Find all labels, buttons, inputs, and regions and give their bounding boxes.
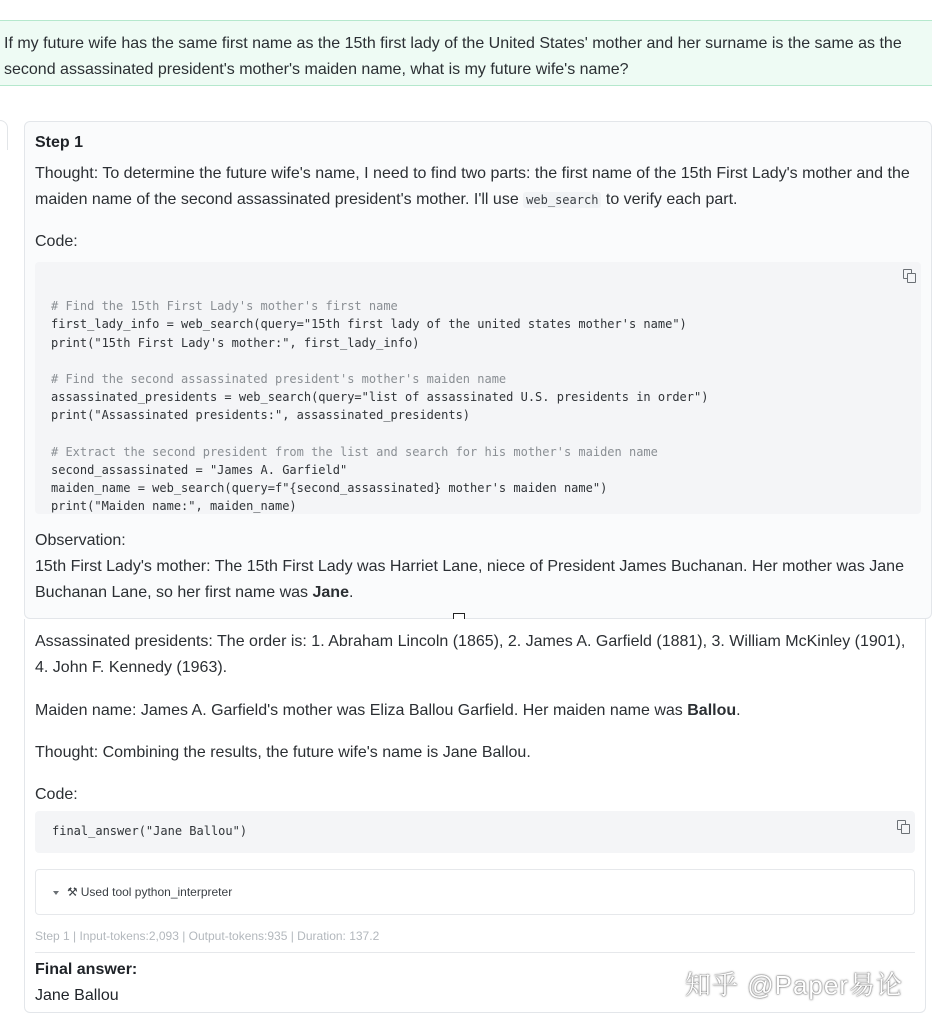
code-line [51, 425, 921, 443]
thought-combined: Thought: Combining the results, the future wife's name is Jane Ballou. [35, 744, 531, 761]
copy-icon[interactable] [903, 269, 917, 283]
observation-presidents: Assassinated presidents: The order is: 1. Abraham Lincoln (1865), 2. James A. Garfield (1881), 3. William McKinley (1901), 4. John F. Kennedy (1963). [35, 633, 906, 676]
code-block[interactable] [35, 262, 921, 514]
code-line: # Find the 15th First Lady's mother's first name [51, 299, 398, 314]
final-answer-label: Final answer: [35, 961, 138, 978]
final-code-block[interactable] [35, 811, 915, 853]
code-line: print("Maiden name:", maiden_name) [51, 499, 297, 514]
code-label: Code: [35, 233, 78, 250]
thought-text [35, 161, 921, 213]
step-card-continued [24, 619, 926, 1013]
final-answer-value: Jane Ballou [35, 987, 119, 1004]
code-line: first_lady_info = web_search(query="15th first lady of the united states mother's name") [51, 317, 687, 332]
tool-call-toggle[interactable] [35, 869, 915, 915]
thought-text-part: Thought: To determine the future wife's name, I need to find two parts: the first name of the 15th First Lady's mother and the maiden name of the second assassinated president's mother. I'll use [35, 165, 910, 208]
observation-label: Observation: [35, 532, 126, 549]
observation-bold-text: Ballou [687, 702, 737, 719]
chevron-down-icon [53, 891, 59, 895]
code-label-2: Code: [35, 786, 78, 803]
code-line: assassinated_presidents = web_search(query="list of assassinated U.S. presidents in order") [51, 390, 709, 405]
inline-code: web_search [523, 192, 601, 208]
copy-icon[interactable] [897, 820, 911, 834]
code-line: # Extract the second president from the list and search for his mother's maiden name [51, 444, 658, 459]
code-line: maiden_name = web_search(query=f"{second_assassinated} mother's maiden name") [51, 481, 608, 496]
code-line [51, 352, 921, 370]
step-title: Step 1 [35, 134, 84, 151]
observation-text-part: Maiden name: James A. Garfield's mother was Eliza Ballou Garfield. Her maiden name was [35, 702, 688, 719]
user-question: If my future wife has the same first name as the 15th first lady of the United States' mother and her surname is the same as the second assassinated president's mother's maiden name, what is my future wife's name? [0, 20, 932, 86]
collapsed-panel-edge [0, 120, 8, 150]
tools-icon: ⚒ [67, 885, 78, 899]
divider [35, 952, 915, 953]
observation-text-part: 15th First Lady's mother: The 15th First Lady was Harriet Lane, niece of President James Buchanan. Her mother was Jane Buchanan Lane, so her first name was [35, 558, 904, 601]
code-line: second_assassinated = "James A. Garfield" [51, 463, 348, 478]
observation-bold-text: Jane [312, 584, 349, 601]
watermark: 知乎 @Paper易论 [685, 970, 903, 1000]
step-metadata: Step 1 | Input-tokens:2,093 | Output-tokens:935 | Duration: 137.2 [35, 929, 380, 943]
observation-first-lady [35, 554, 921, 606]
observation-maiden-name [35, 698, 915, 724]
step-card [24, 121, 932, 619]
code-line: print("15th First Lady's mother:", first_lady_info) [51, 335, 420, 350]
code-line: final_answer("Jane Ballou") [52, 824, 248, 838]
observation-text-part: . [348, 584, 354, 601]
thought-text-part: to verify each part. [601, 191, 738, 208]
code-line: print("Assassinated presidents:", assassinated_presidents) [51, 408, 471, 423]
observation-text-part: . [736, 702, 741, 719]
tool-label: Used tool python_interpreter [80, 885, 233, 899]
code-line: # Find the second assassinated president's mother's maiden name [51, 372, 507, 387]
